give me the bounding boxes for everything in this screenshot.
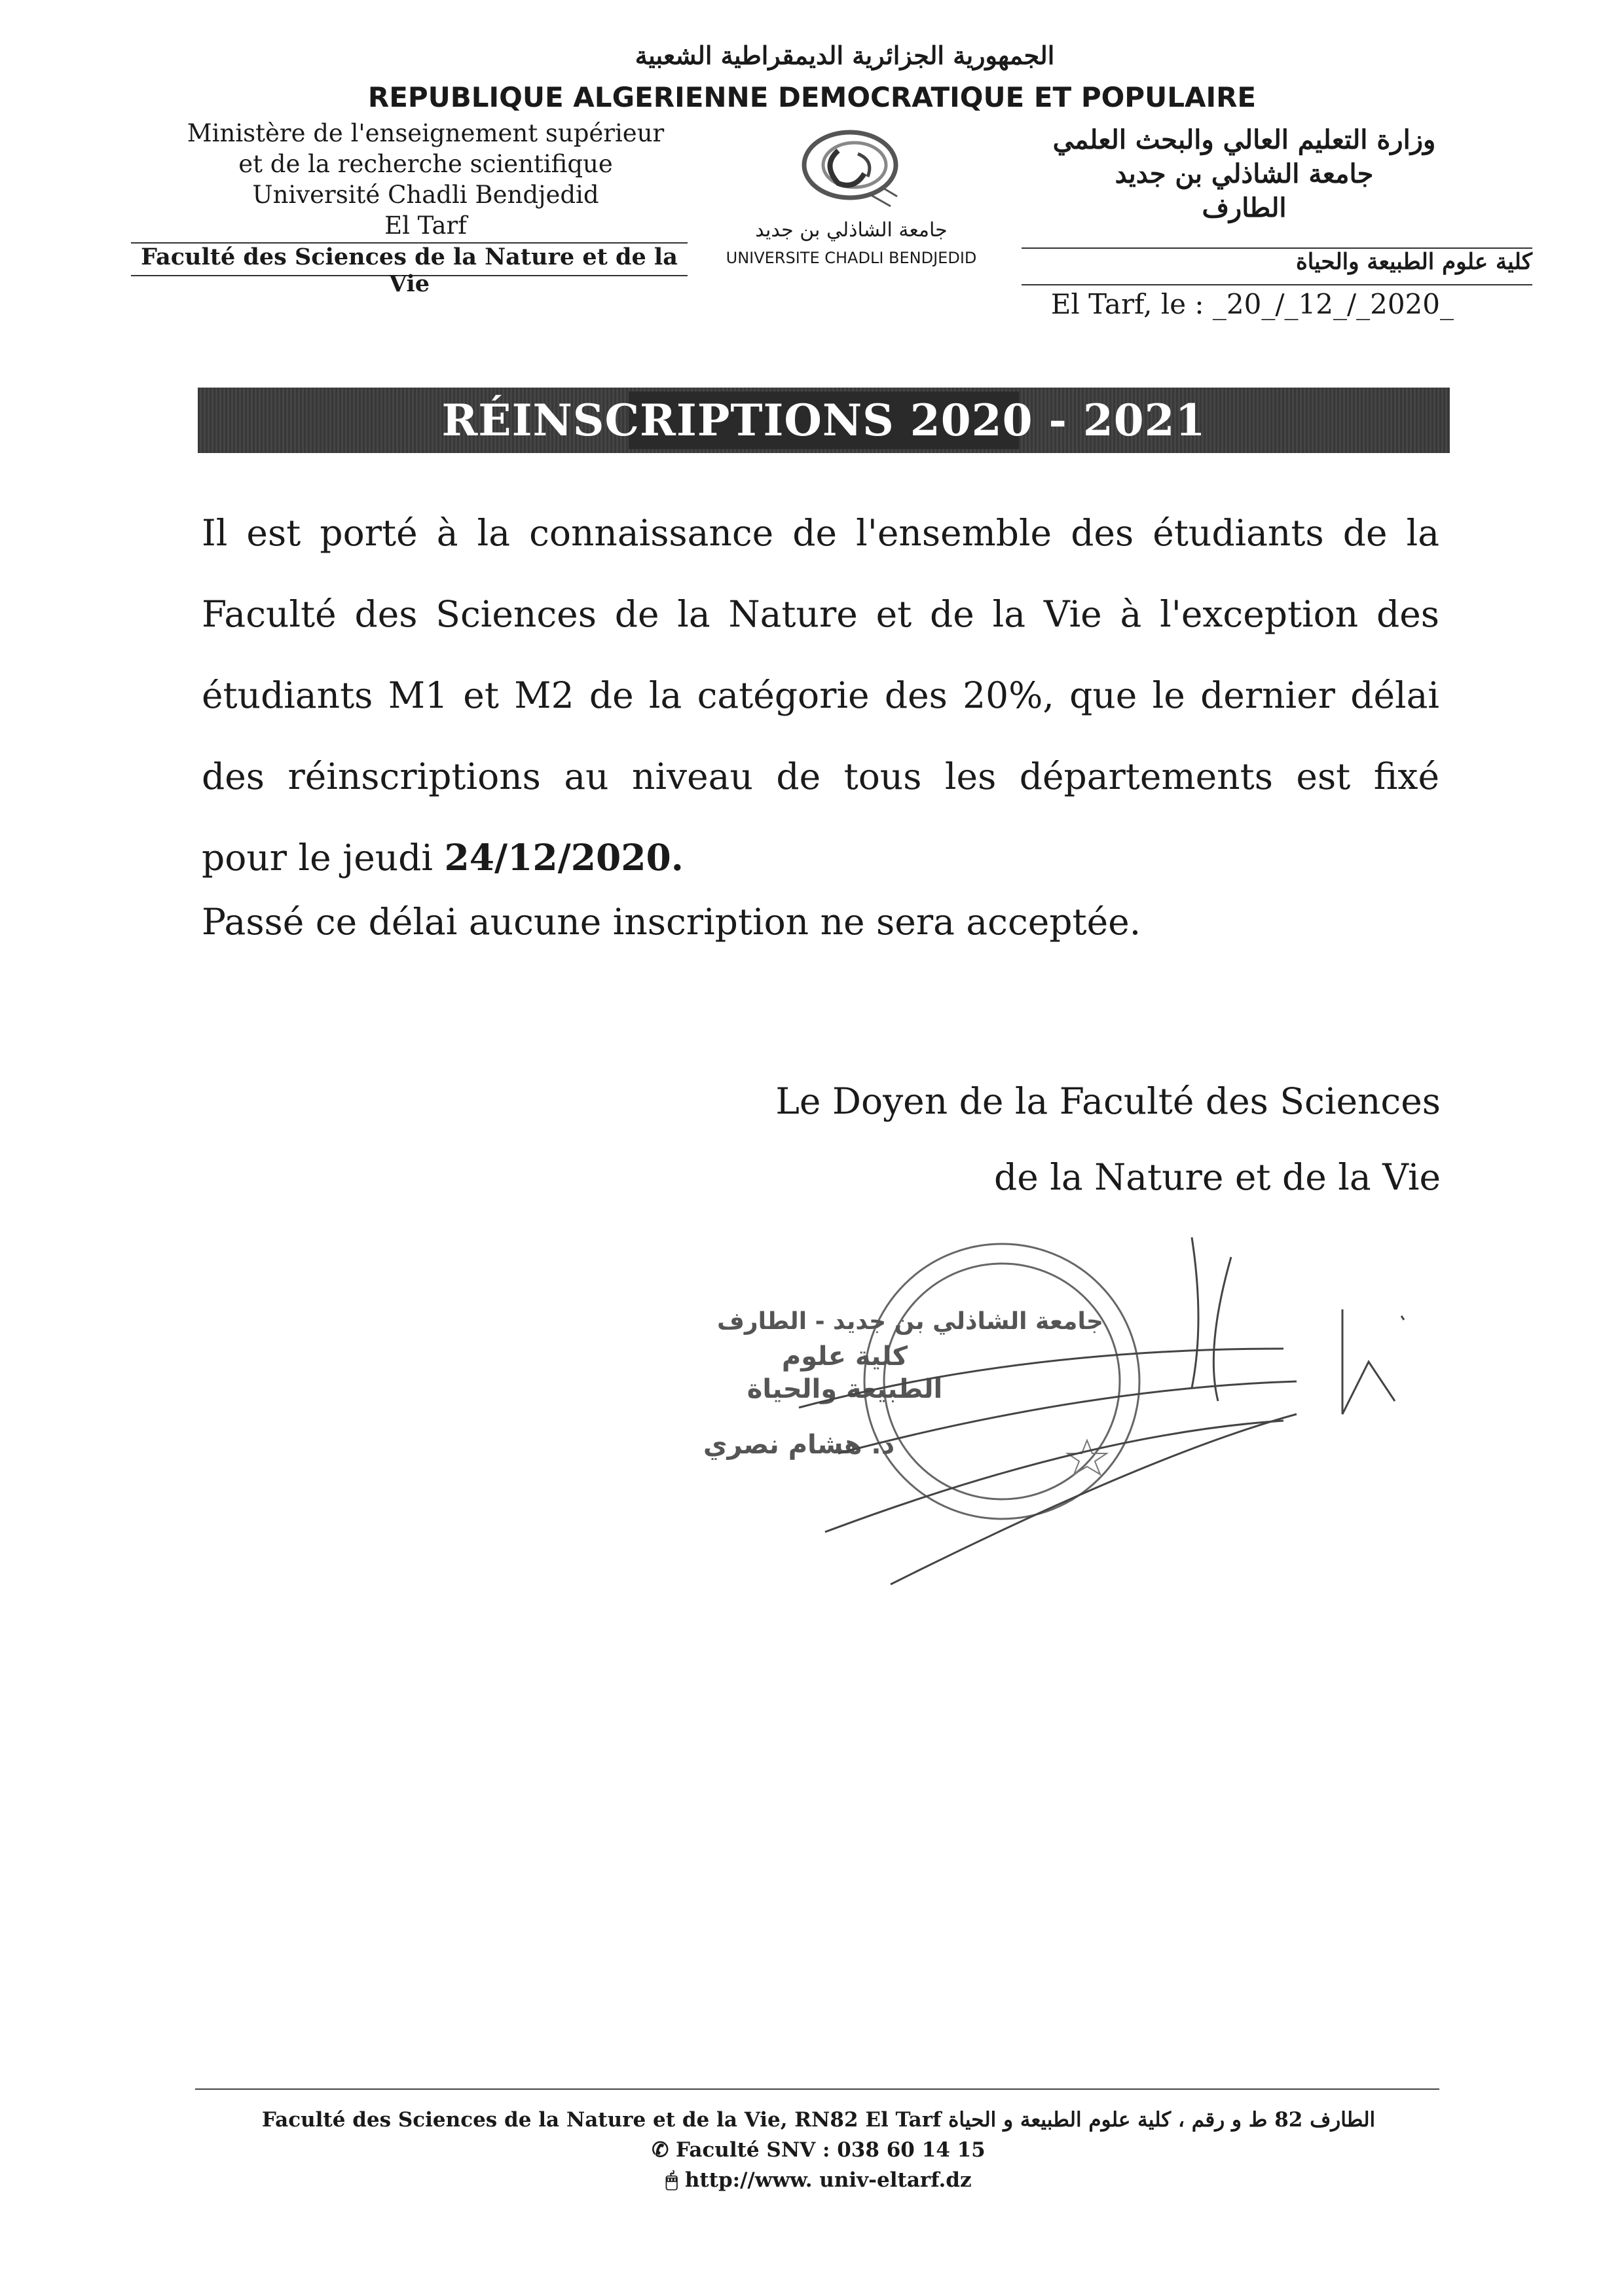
university-line-ar: جامعة الشاذلي بن جديد (1115, 158, 1374, 189)
ministry-line: Ministère de l'enseignement supérieur (187, 119, 665, 147)
ministry-line: et de la recherche scientifique (238, 150, 613, 178)
signatory-title-cont: de la Nature et de la Vie (994, 1156, 1441, 1198)
stamp-text: الطبيعة والحياة (747, 1374, 943, 1404)
footer-rule (195, 2088, 1439, 2090)
notice-body (202, 492, 1439, 898)
deadline-date: 24/12/2020. (444, 836, 684, 879)
body-last-prefix: pour le jeudi (202, 837, 445, 879)
city-line-ar: الطارف (1202, 192, 1287, 223)
ministry-block-ar (995, 123, 1493, 225)
footer-address: Faculté des Sciences de la Nature et de la Vie, RN82 El Tarf الطارف 82 ط و رقم ، كلية علوم الطبيعة و الحياة (261, 2108, 1376, 2132)
body-line: étudiants M1 et M2 de la catégorie des 20%, que le dernier délai (202, 674, 1439, 716)
french-republic-heading: REPUBLIQUE ALGERIENNE DEMOCRATIQUE ET POPULAIRE (367, 81, 1257, 113)
stamp-text: د. هشام نصري (703, 1430, 895, 1460)
faculty-name-fr: Faculté des Sciences de la Nature et de la Vie (141, 244, 678, 297)
footer-website: 🖱 http://www. univ-eltarf.dz (665, 2168, 972, 2192)
body-line: des réinscriptions au niveau de tous les départements est fixé (202, 756, 1439, 797)
university-logo-icon (792, 124, 910, 216)
body-line-last (202, 817, 1439, 898)
ministry-line-ar: وزارة التعليم العالي والبحث العلمي (1052, 124, 1436, 155)
closing-sentence: Passé ce délai aucune inscription ne sera acceptée. (202, 901, 1141, 943)
city-line: El Tarf (384, 211, 467, 240)
footer-phone: ✆ Faculté SNV : 038 60 14 15 (652, 2138, 986, 2162)
signatory-title: Le Doyen de la Faculté des Sciences (775, 1080, 1441, 1122)
faculty-name-ar: كلية علوم الطبيعة والحياة (1295, 249, 1532, 275)
body-line: Faculté des Sciences de la Nature et de la Vie à l'exception des (202, 593, 1439, 635)
official-stamp-and-signature (629, 1218, 1428, 1624)
arabic-republic-heading: الجمهورية الجزائرية الديمقراطية الشعبية (635, 41, 1055, 70)
stamp-text: كلية علوم (781, 1341, 908, 1372)
logo-caption-latin: UNIVERSITE CHADLI BENDJEDID (726, 249, 977, 267)
ministry-block-fr (131, 118, 720, 241)
header-rule-right-bottom (1022, 284, 1532, 285)
body-line: Il est porté à la connaissance de l'ensemble des étudiants de la (202, 512, 1439, 554)
stamp-text: جامعة الشاذلي بن جديد - الطارف (717, 1308, 1103, 1335)
page-title: RÉINSCRIPTIONS 2020 - 2021 (441, 395, 1206, 446)
logo-caption-ar: جامعة الشاذلي بن جديد (755, 219, 948, 242)
title-banner (198, 388, 1450, 453)
university-line: Université Chadli Bendjedid (252, 181, 599, 209)
date-line: El Tarf, le : _20_/_12_/_2020_ (1050, 288, 1454, 320)
